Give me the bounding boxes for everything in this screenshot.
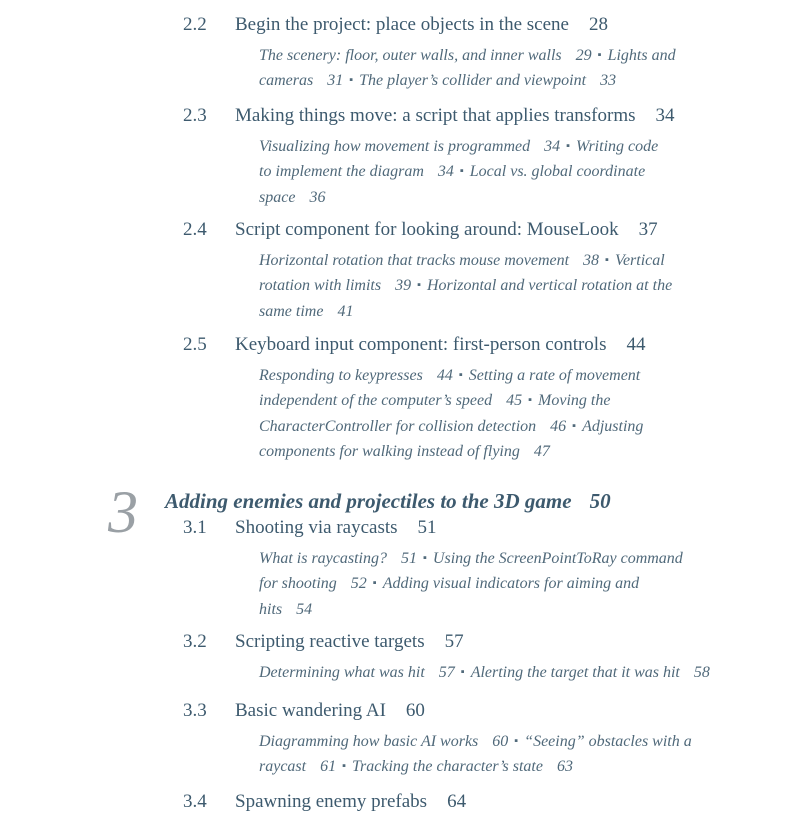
bullet-separator: ▪	[566, 140, 570, 152]
bullet-separator: ▪	[372, 577, 377, 590]
subtopic-text: Adjusting	[582, 417, 644, 435]
subtopic-text: Horizontal rotation that tracks mouse movement	[259, 252, 570, 269]
section-heading	[183, 333, 783, 357]
subtopic-line	[259, 160, 769, 185]
section-number: 3.1	[183, 517, 207, 538]
subtopic-line	[259, 661, 769, 686]
subtopic-line	[259, 415, 769, 440]
section-number: 2.3	[183, 105, 207, 126]
subtopic-text: components for walking instead of flying	[259, 442, 520, 460]
subtopic-line	[259, 249, 769, 274]
subtopic-text: The player’s collider and viewpoint	[359, 72, 587, 90]
bullet-separator: ▪	[459, 165, 464, 178]
section-number: 2.4	[183, 219, 207, 240]
subtopic-text: Writing code	[576, 138, 659, 155]
subtopic-text: CharacterController for collision detection	[259, 417, 537, 435]
section-title: Begin the project: place objects in the scene	[235, 14, 569, 35]
section-page: 28	[588, 14, 608, 35]
subtopic-text: Lights and	[607, 47, 676, 64]
bullet-separator: ▪	[349, 74, 354, 87]
section-title: Spawning enemy prefabs	[235, 791, 428, 812]
bullet-separator: ▪	[597, 49, 602, 61]
toc-section-clipped	[183, 790, 783, 814]
subtopic-line	[259, 135, 769, 160]
bullet-separator: ▪	[458, 369, 463, 381]
bullet-separator: ▪	[572, 419, 577, 432]
subtopic-text: cameras	[259, 72, 314, 90]
section-title: Making things move: a script that applies transforms	[235, 105, 636, 126]
section-number: 2.5	[183, 334, 207, 355]
subtopic-page: 41	[337, 302, 354, 320]
subtopic-text: Vertical	[614, 252, 665, 269]
subtopic-line	[259, 730, 769, 755]
subtopic-page: 39	[395, 277, 412, 295]
chapter-title-line	[165, 488, 611, 514]
subtopic-page: 34	[544, 138, 561, 155]
section-title: Keyboard input component: first-person controls	[235, 334, 607, 355]
subtopic-line	[259, 572, 769, 597]
subtopic-line	[259, 186, 769, 209]
subtopic-page: 45	[506, 392, 523, 410]
subtopic-page: 34	[437, 163, 454, 181]
subtopic-text: The scenery: floor, outer walls, and inner walls	[259, 47, 562, 64]
toc-section	[183, 218, 783, 323]
section-number: 3.3	[183, 700, 207, 721]
subtopic-line	[259, 274, 769, 299]
section-title: Scripting reactive targets	[235, 631, 425, 652]
subtopic-page: 47	[533, 442, 550, 460]
toc-section	[183, 630, 783, 686]
subtopic-text: Moving the	[538, 392, 611, 410]
bullet-separator: ▪	[514, 735, 519, 747]
subtopic-line	[259, 300, 769, 323]
subtopic-text: Local vs. global coordinate	[469, 163, 646, 181]
section-title: Basic wandering AI	[235, 700, 386, 721]
section-heading	[183, 13, 783, 37]
subtopic-page: 31	[327, 72, 344, 90]
subtopic-text: hits	[259, 600, 283, 618]
subtopic-text: Alerting the target that it was hit	[470, 664, 680, 681]
toc-section	[183, 333, 783, 463]
section-title: Shooting via raycasts	[235, 517, 398, 538]
section-page: 64	[447, 791, 467, 812]
section-subtopics	[259, 135, 769, 209]
subtopic-line	[259, 598, 769, 621]
section-subtopics	[259, 249, 769, 323]
subtopic-page: 52	[350, 575, 367, 593]
section-page: 44	[626, 334, 646, 355]
subtopic-page: 57	[438, 664, 455, 681]
chapter-page: 50	[589, 489, 611, 513]
subtopic-text: same time	[259, 302, 324, 320]
section-number: 3.4	[183, 791, 207, 812]
section-title: Script component for looking around: MouseLook	[235, 219, 619, 240]
section-subtopics	[259, 364, 769, 463]
toc-section	[183, 699, 783, 781]
section-subtopics	[259, 661, 769, 686]
subtopic-page: 46	[550, 417, 567, 435]
subtopic-line	[259, 44, 769, 69]
bullet-separator: ▪	[605, 254, 609, 266]
bullet-separator: ▪	[423, 552, 427, 564]
subtopic-text: Tracking the character’s state	[352, 758, 543, 776]
section-heading	[183, 104, 783, 128]
subtopic-page: 33	[600, 72, 617, 90]
section-number: 3.2	[183, 631, 207, 652]
chapter-title: Adding enemies and projectiles to the 3D game	[165, 489, 572, 513]
subtopic-line	[259, 547, 769, 572]
subtopic-page: 63	[556, 758, 573, 776]
subtopic-text: independent of the computer’s speed	[259, 392, 493, 410]
section-page: 37	[638, 219, 658, 240]
subtopic-text: What is raycasting?	[259, 550, 387, 567]
section-heading	[183, 218, 783, 242]
section-subtopics	[259, 547, 769, 621]
chapter-number: 3	[108, 479, 138, 545]
subtopic-line	[259, 69, 769, 94]
toc-section	[183, 104, 783, 209]
subtopic-page: 36	[309, 188, 326, 206]
subtopic-text: to implement the diagram	[259, 163, 424, 181]
subtopic-page: 44	[436, 367, 453, 384]
subtopic-text: Setting a rate of movement	[468, 367, 641, 384]
subtopic-text: Responding to keypresses	[259, 367, 423, 384]
subtopic-text: Using the ScreenPointToRay command	[432, 550, 683, 567]
subtopic-text: Determining what was hit	[259, 664, 425, 681]
subtopic-text: Visualizing how movement is programmed	[259, 138, 531, 155]
subtopic-line	[259, 440, 769, 463]
section-subtopics	[259, 44, 769, 95]
section-page: 57	[444, 631, 464, 652]
subtopic-text: raycast	[259, 758, 307, 776]
section-page: 60	[405, 700, 425, 721]
section-heading	[183, 790, 783, 814]
toc-section	[183, 516, 783, 621]
section-heading	[183, 699, 783, 723]
subtopic-text: space	[259, 188, 296, 206]
subtopic-text: Horizontal and vertical rotation at the	[427, 277, 673, 295]
subtopic-text: Adding visual indicators for aiming and	[382, 575, 640, 593]
subtopic-text: “Seeing” obstacles with a	[524, 733, 692, 750]
section-subtopics	[259, 730, 769, 781]
bullet-separator: ▪	[460, 666, 465, 678]
subtopic-line	[259, 389, 769, 414]
subtopic-page: 38	[583, 252, 600, 269]
section-heading	[183, 516, 783, 540]
subtopic-text: Diagramming how basic AI works	[259, 733, 479, 750]
subtopic-text: rotation with limits	[259, 277, 382, 295]
subtopic-page: 51	[401, 550, 417, 567]
subtopic-line	[259, 755, 769, 780]
bullet-separator: ▪	[417, 279, 421, 292]
bullet-separator: ▪	[528, 394, 533, 407]
section-number: 2.2	[183, 14, 207, 35]
subtopic-page: 54	[296, 600, 313, 618]
subtopic-page: 58	[693, 664, 710, 681]
subtopic-page: 29	[575, 47, 592, 64]
subtopic-line	[259, 364, 769, 389]
bullet-separator: ▪	[342, 760, 347, 773]
section-heading	[183, 630, 783, 654]
subtopic-text: for shooting	[259, 575, 337, 593]
section-page: 34	[655, 105, 675, 126]
subtopic-page: 60	[492, 733, 509, 750]
subtopic-page: 61	[320, 758, 337, 776]
toc-section	[183, 13, 783, 95]
section-page: 51	[417, 517, 437, 538]
